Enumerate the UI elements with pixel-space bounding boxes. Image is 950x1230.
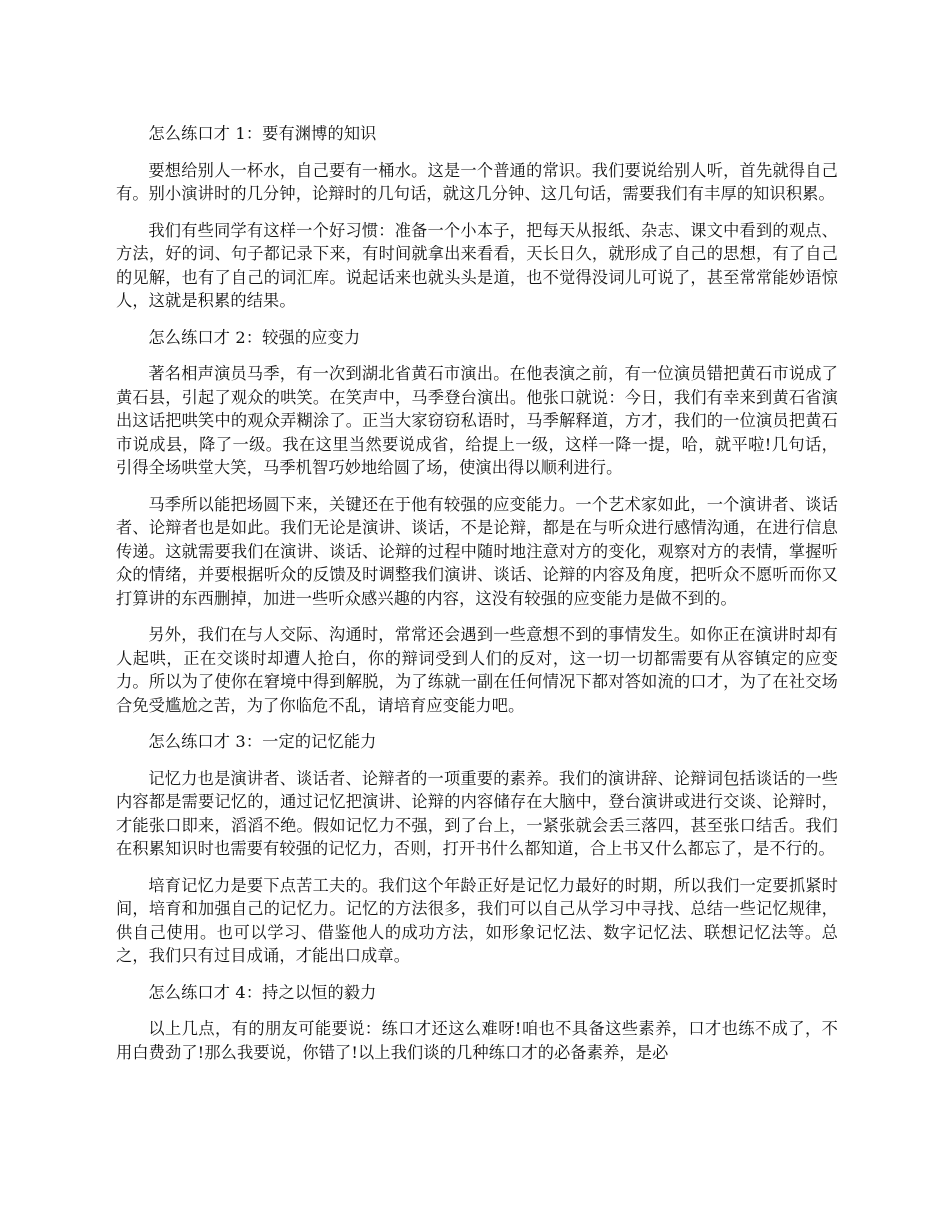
section-heading: 怎么练口才 3：一定的记忆能力 <box>148 732 377 751</box>
section-heading: 怎么练口才 1：要有渊博的知识 <box>148 124 377 143</box>
paragraph: 马季所以能把场圆下来，关键还在于他有较强的应变能力。一个艺术家如此，一个演讲者、谈话者、论辩者也是如此。我们无论是演讲、谈话，不是论辩，都是在与听众进行感情沟通，在进行信息传递。这就需要我们在演讲、谈话、论辩的过程中随时地注意对方的变化，观察对方的表情，掌握听众的情绪，并要根据听众的反馈及时调整我们演讲、谈话、论辩的内容及角度，把听众不愿听而你又打算讲的东西删掉，加进一些听众感兴趣的内容，这没有较强的应变能力是做不到的。 <box>116 494 838 608</box>
paragraph: 著名相声演员马季，有一次到湖北省黄石市演出。在他表演之前，有一位演员错把黄石市说成了黄石县，引起了观众的哄笑。在笑声中，马季登台演出。他张口就说：今日，我们有幸来到黄石省演出这话把哄笑中的观众弄糊涂了。正当大家窃窃私语时，马季解释道，方才，我们的一位演员把黄石市说成县，降了一级。我在这里当然要说成省，给提上一级，这样一降一提，哈，就平啦!几句话，引得全场哄堂大笑，马季机智巧妙地给圆了场，使演出得以顺利进行。 <box>116 364 838 477</box>
paragraph: 以上几点，有的朋友可能要说：练口才还这么难呀!咱也不具备这些素养，口才也练不成了，不用白费劲了!那么我要说，你错了!以上我们谈的几种练口才的必备素养，是必 <box>116 1019 838 1062</box>
section-3 <box>116 730 838 968</box>
paragraph: 另外，我们在与人交际、沟通时，常常还会遇到一些意想不到的事情发生。如你正在演讲时却有人起哄，正在交谈时却遭人抢白，你的辩词受到人们的反对，这一切一切都需要有从容镇定的应变力。所以为了使你在窘境中得到解脱，为了练就一副在任何情况下都对答如流的口才，为了在社交场合免受尴尬之苦，为了你临危不乱，请培育应变能力吧。 <box>116 625 838 715</box>
document-page <box>116 122 838 1077</box>
section-1 <box>116 122 838 313</box>
paragraph: 记忆力也是演讲者、谈话者、论辩者的一项重要的素养。我们的演讲辞、论辩词包括谈话的一些内容都是需要记忆的，通过记忆把演讲、论辩的内容储存在大脑中，登台演讲或进行交谈、论辩时，才能张口即来，滔滔不绝。假如记忆力不强，到了台上，一紧张就会丢三落四，甚至张口结舌。我们在积累知识时也需要有较强的记忆力，否则，打开书什么都知道，合上书又什么都忘了，是不行的。 <box>116 768 838 858</box>
paragraph: 要想给别人一杯水，自己要有一桶水。这是一个普通的常识。我们要说给别人听，首先就得自己有。别小演讲时的几分钟，论辩时的几句话，就这几分钟、这几句话，需要我们有丰厚的知识积累。 <box>116 160 838 203</box>
section-2 <box>116 326 838 718</box>
section-heading: 怎么练口才 4：持之以恒的毅力 <box>148 982 377 1002</box>
paragraph: 培育记忆力是要下点苦工夫的。我们这个年龄正好是记忆力最好的时期，所以我们一定要抓紧时间，培育和加强自己的记忆力。记忆的方法很多，我们可以自己从学习中寻找、总结一些记忆规律，供自己使用。也可以学习、借鉴他人的成功方法，如形象记忆法、数字记忆法、联想记忆法等。总之，我们只有过目成诵，才能出口成章。 <box>116 875 838 965</box>
paragraph: 我们有些同学有这样一个好习惯：准备一个小本子，把每天从报纸、杂志、课文中看到的观点、方法，好的词、句子都记录下来，有时间就拿出来看看，天长日久，就形成了自己的思想，有了自己的见解，也有了自己的词汇库。说起话来也就头头是道，也不觉得没词儿可说了，甚至常常能妙语惊人，这就是积累的结果。 <box>116 220 838 310</box>
section-heading: 怎么练口才 2：较强的应变力 <box>148 327 361 347</box>
section-4 <box>116 981 838 1065</box>
